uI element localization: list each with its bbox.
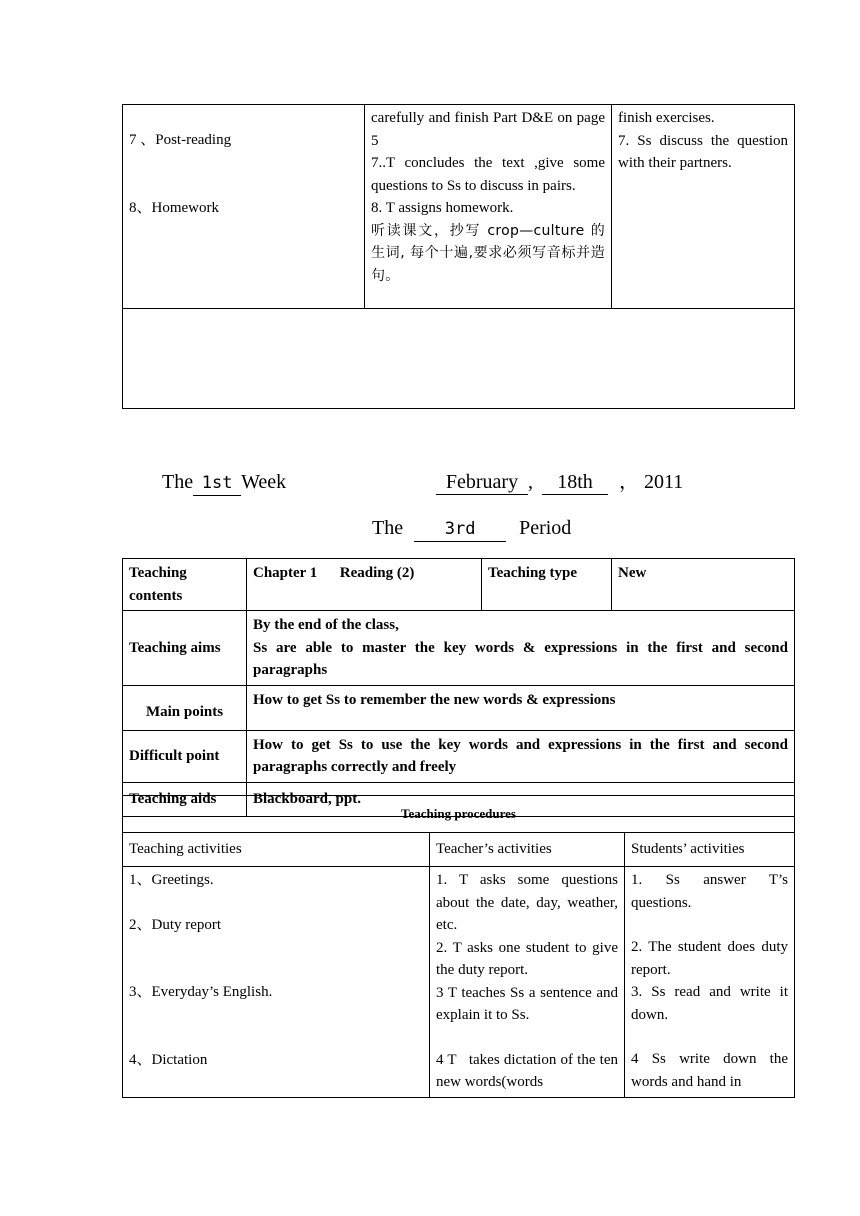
period-word: Period <box>519 517 572 539</box>
teacher-line: carefully and finish Part D&E on page 5 <box>371 110 605 149</box>
teaching-aids-label: Teaching aids <box>123 782 247 816</box>
period-header <box>372 514 571 542</box>
activity-item: 2、Duty report <box>129 916 222 933</box>
teaching-type-value: New <box>612 559 795 611</box>
teaching-contents-value: Chapter 1 Reading (2) <box>247 559 482 611</box>
week-word: Week <box>241 471 287 493</box>
main-points-label: Main points <box>123 685 247 730</box>
date-sep: ， <box>619 471 639 493</box>
activity-item: 1、Greetings. <box>129 872 214 888</box>
teacher-activity: 2. T asks one student to give the duty report. <box>436 939 618 978</box>
col-teaching-activities: Teaching activities <box>123 833 430 867</box>
student-line: finish exercises. <box>618 110 715 126</box>
main-points-value: How to get Ss to remember the new words & expressions <box>247 685 795 730</box>
teacher-activity: 3 T teaches Ss a sentence and explain it to Ss. <box>436 984 618 1023</box>
teaching-aims-cell <box>247 611 795 686</box>
teacher-line-chinese: 听读课文，抄写 crop—culture 的生词, 每个十遍,要求必须写音标并造句。 <box>371 222 605 284</box>
student-activity: 3. Ss read and write it down. <box>631 984 788 1023</box>
continuation-stages-cell <box>123 105 365 309</box>
teaching-aims-label: Teaching aims <box>123 611 247 686</box>
continuation-students-cell <box>612 105 795 309</box>
teacher-activities-cell <box>430 867 625 1098</box>
activity-item: 3、Everyday’s English. <box>129 984 273 1000</box>
period-value: 3rd <box>414 517 506 542</box>
date-day: 18th <box>542 470 608 495</box>
period-prefix: The <box>372 517 404 539</box>
teaching-type-label: Teaching type <box>482 559 612 611</box>
date-header <box>436 468 683 496</box>
students-activities-cell <box>625 867 795 1098</box>
col-students-activities: Students’ activities <box>625 833 795 867</box>
teaching-aims-line: By the end of the class, <box>253 617 399 633</box>
date-month: February <box>436 470 528 495</box>
stage-post-reading: 7 、Post-reading <box>129 132 232 148</box>
date-year: 2011 <box>644 471 684 493</box>
student-line: 7. Ss discuss the question with their partners. <box>618 132 788 171</box>
week-prefix: The <box>162 471 194 493</box>
student-activity: 2. The student does duty report. <box>631 939 788 978</box>
continuation-teacher-cell <box>365 105 612 309</box>
difficult-point-value: How to get Ss to use the key words and expressions in the first and second paragraphs correctly and freely <box>247 730 795 782</box>
teaching-aims-line: Ss are able to master the key words & expressions in the first and second paragraphs <box>253 639 788 678</box>
teacher-line: 8. T assigns homework. <box>371 200 514 216</box>
teacher-activity: 4 T takes dictation of the ten new words(words <box>436 1051 622 1090</box>
activity-item: 4、Dictation <box>129 1051 208 1068</box>
difficult-point-label: Difficult point <box>123 730 247 782</box>
stage-homework: 8、Homework <box>129 199 219 216</box>
date-sep: , <box>528 471 533 493</box>
lesson-info-table <box>122 558 795 817</box>
procedures-title: Teaching procedures <box>123 796 795 833</box>
continuation-table <box>122 104 795 409</box>
activities-cell <box>123 867 430 1098</box>
week-value: 1st <box>193 471 241 496</box>
teaching-aids-value: Blackboard, ppt. <box>247 782 795 816</box>
procedures-table <box>122 795 795 1098</box>
week-date-header <box>162 468 286 496</box>
teaching-contents-label: Teaching contents <box>123 559 247 611</box>
student-activity: 1. Ss answer T’s questions. <box>631 872 788 911</box>
student-activity: 4 Ss write down the words and hand in <box>631 1051 788 1090</box>
col-teacher-activities: Teacher’s activities <box>430 833 625 867</box>
teacher-line: 7..T concludes the text ,give some questions to Ss to discuss in pairs. <box>371 155 605 194</box>
continuation-empty-cell <box>123 309 795 409</box>
teacher-activity: 1. T asks some questions about the date, day, weather, etc. <box>436 872 618 933</box>
